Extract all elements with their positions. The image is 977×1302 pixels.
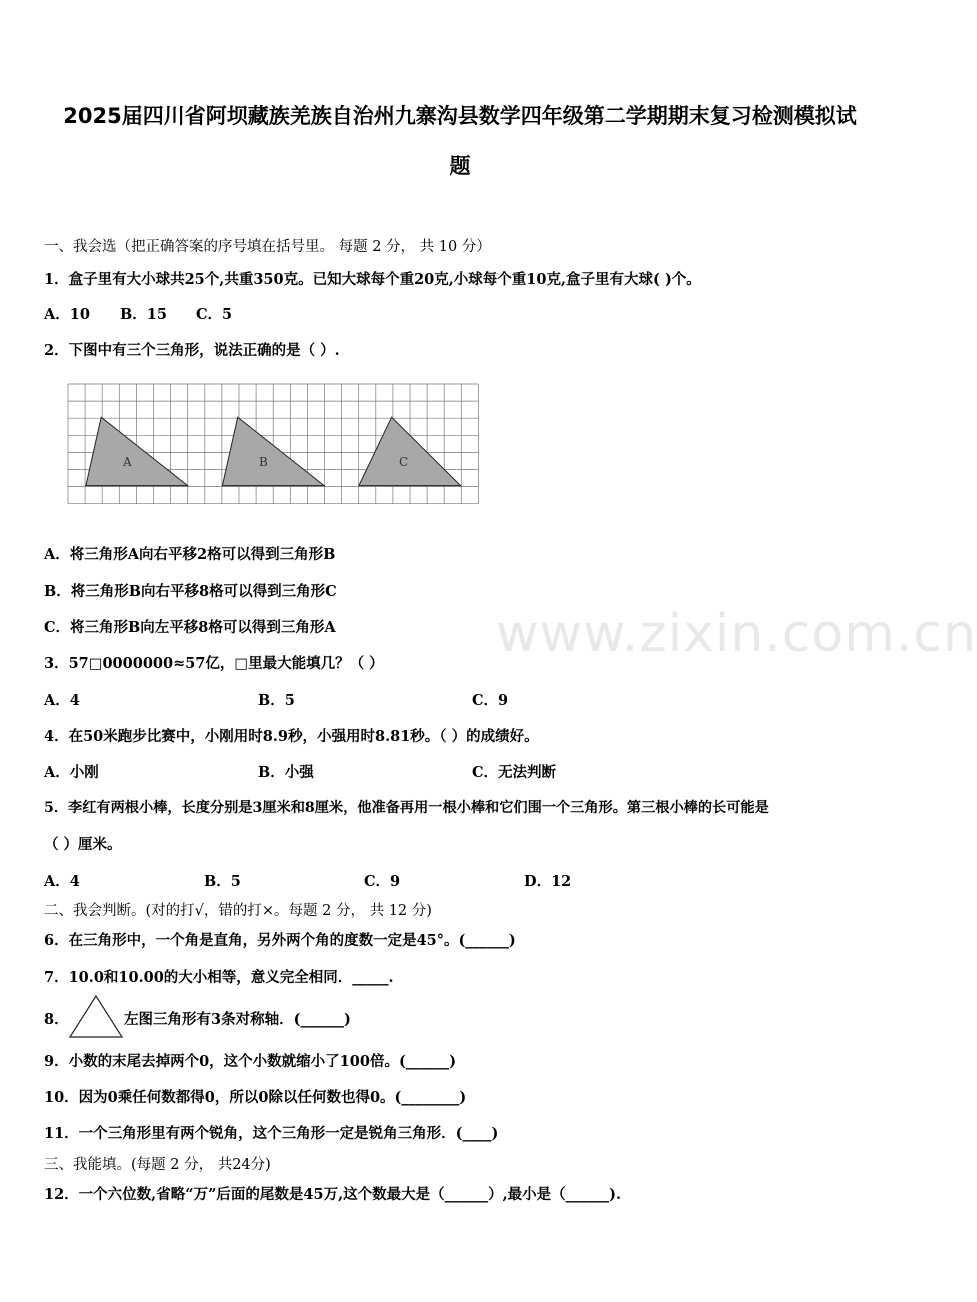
section-2-heading: 二、我会判断。(对的打√，错的打×。每题 2 分， 共 12 分) bbox=[44, 903, 432, 919]
triangle-a-label: A bbox=[123, 455, 132, 469]
triangle-grid-figure bbox=[67, 383, 481, 507]
q3-option-a: A．4 bbox=[44, 692, 80, 709]
question-6: 6．在三角形中，一个角是直角，另外两个角的度数一定是45°。(______) bbox=[44, 932, 516, 949]
q5-option-a: A．4 bbox=[44, 873, 80, 890]
question-1: 1．盒子里有大小球共25个,共重350克。已知大球每个重20克,小球每个重10克,盒子里有大球( )个。 bbox=[44, 271, 701, 288]
q5-option-c: C．9 bbox=[364, 873, 401, 890]
equilateral-triangle-figure bbox=[67, 993, 125, 1041]
q3-option-b: B．5 bbox=[258, 692, 295, 709]
q2-option-a: A．将三角形A向右平移2格可以得到三角形B bbox=[44, 546, 336, 563]
question-5-line-2: （ ）厘米。 bbox=[44, 836, 122, 853]
q4-option-b: B．小强 bbox=[258, 764, 314, 781]
question-8: 左图三角形有3条对称轴．(______) bbox=[124, 1011, 351, 1028]
question-5-line-1: 5．李红有两根小棒，长度分别是3厘米和8厘米，他准备再用一根小棒和它们围一个三角形。第三根小棒的长可能是 bbox=[44, 800, 769, 816]
question-7: 7．10.0和10.00的大小相等，意义完全相同．_____. bbox=[44, 969, 394, 986]
q4-option-a: A．小刚 bbox=[44, 764, 99, 781]
question-12: 12．一个六位数,省略“万”后面的尾数是45万,这个数最大是（______）,最小是（______). bbox=[44, 1186, 622, 1203]
question-2: 2．下图中有三个三角形，说法正确的是（ ）. bbox=[44, 342, 340, 359]
q1-option-a: A．10 bbox=[44, 306, 90, 323]
watermark: www.zixin.com.cn bbox=[496, 604, 977, 664]
question-9: 9．小数的末尾去掉两个0，这个小数就缩小了100倍。(______) bbox=[44, 1053, 457, 1070]
section-1-heading: 一、我会选（把正确答案的序号填在括号里。 每题 2 分， 共 10 分） bbox=[44, 239, 491, 255]
section-3-heading: 三、我能填。(每题 2 分， 共24分) bbox=[44, 1157, 271, 1173]
question-11: 11．一个三角形里有两个锐角，这个三角形一定是锐角三角形．(____) bbox=[44, 1125, 499, 1142]
q5-option-d: D．12 bbox=[524, 873, 572, 890]
outline-triangle bbox=[70, 996, 122, 1037]
question-3: 3．57□0000000≈57亿，□里最大能填几？（ ） bbox=[44, 655, 384, 672]
q2-option-c: C．将三角形B向左平移8格可以得到三角形A bbox=[44, 619, 336, 636]
triangle-c-label: C bbox=[399, 455, 409, 469]
page-title-line1: 2025届四川省阿坝藏族羌族自治州九寨沟县数学四年级第二学期期末复习检测模拟试 bbox=[63, 104, 857, 128]
q1-option-c: C．5 bbox=[196, 306, 233, 323]
question-10: 10．因为0乘任何数都得0，所以0除以任何数也得0。(________) bbox=[44, 1089, 467, 1106]
q4-option-c: C．无法判断 bbox=[472, 764, 557, 781]
page-title-line2: 题 bbox=[449, 154, 471, 178]
question-4: 4．在50米跑步比赛中，小刚用时8.9秒，小强用时8.81秒。（ ）的成绩好。 bbox=[44, 728, 539, 745]
triangle-b-label: B bbox=[259, 455, 268, 469]
q1-option-b: B．15 bbox=[120, 306, 167, 323]
q5-option-b: B．5 bbox=[204, 873, 241, 890]
q3-option-c: C．9 bbox=[472, 692, 509, 709]
q2-option-b: B．将三角形B向右平移8格可以得到三角形C bbox=[44, 583, 337, 600]
question-8-number: 8． bbox=[44, 1011, 69, 1028]
